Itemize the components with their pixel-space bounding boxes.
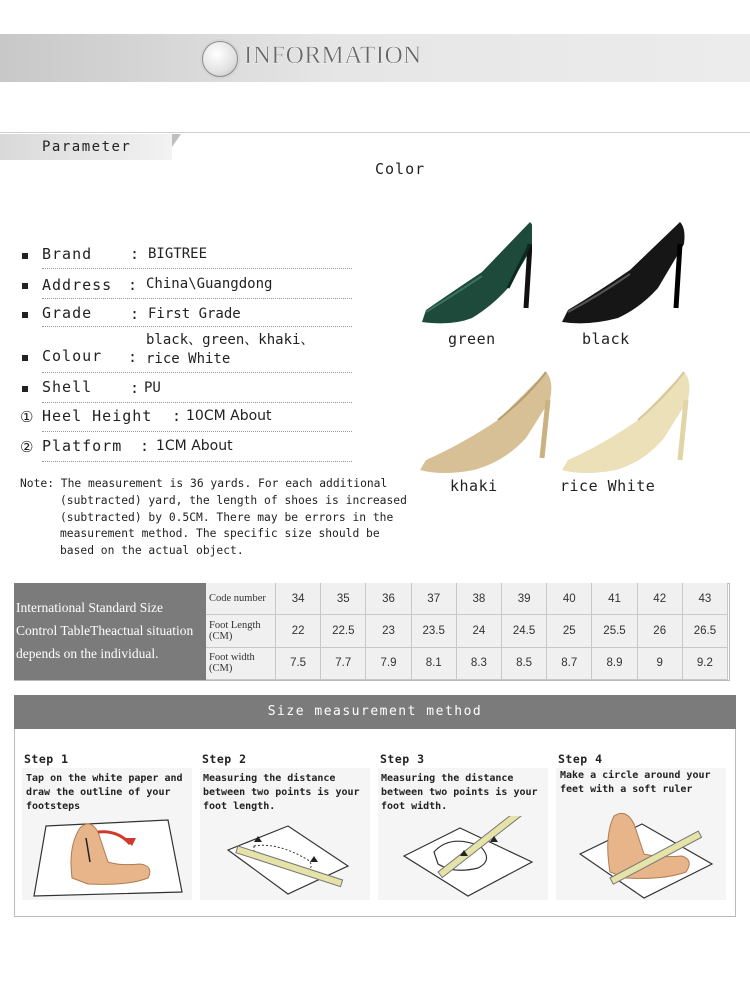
- code-number-cell: 37: [412, 583, 457, 615]
- code-number-cell: 40: [547, 583, 592, 615]
- step-2-label: Step 2: [202, 752, 247, 766]
- foot-length-cell: 26: [638, 615, 683, 647]
- code-number-cell: 34: [276, 583, 321, 615]
- section-divider: [0, 132, 750, 133]
- param-label: Colour: [42, 347, 103, 365]
- shoe-black-image: [558, 214, 688, 326]
- step-4-text: Make a circle around your feet with a soft ruler: [560, 770, 711, 795]
- dotted-divider: [42, 431, 352, 432]
- bullet-icon: [22, 386, 28, 392]
- param-label: Grade: [42, 304, 93, 322]
- param-value: 10CM About: [186, 408, 272, 424]
- shoe-rice-white-image: [560, 366, 692, 476]
- step-1-text: Tap on the white paper and draw the outline of your footsteps: [26, 773, 183, 812]
- foot-width-cell: 7.9: [366, 648, 411, 680]
- size-grid: [206, 583, 728, 680]
- param-label: Brand: [42, 245, 93, 263]
- row-header-code-number: Code number: [206, 583, 276, 615]
- step-4-label: Step 4: [558, 752, 603, 766]
- foot-circumference-ruler-icon: [570, 806, 720, 902]
- code-number-cell: 36: [366, 583, 411, 615]
- param-grade: Grade : First Grade: [0, 304, 360, 330]
- param-label: Address: [42, 276, 113, 294]
- foot-length-ruler-icon: [218, 820, 358, 900]
- color-label-green: green: [448, 330, 496, 348]
- bullet-icon: [22, 253, 28, 259]
- param-colour: black、green、khaki、 Colour : rice White: [0, 329, 360, 375]
- dotted-divider: [42, 268, 352, 269]
- foot-width-ruler-icon: [398, 816, 538, 902]
- code-number-cell: 35: [321, 583, 366, 615]
- param-label: Heel Height: [42, 407, 153, 425]
- color-label-rice-white: rice White: [560, 477, 656, 495]
- code-number-cell: 41: [592, 583, 637, 615]
- dotted-divider: [42, 461, 352, 462]
- param-label: Platform: [42, 437, 123, 455]
- foot-length-cell: 22: [276, 615, 321, 647]
- foot-width-cell: 8.3: [457, 648, 502, 680]
- code-number-cell: 39: [502, 583, 547, 615]
- param-label: Shell: [42, 378, 93, 396]
- param-heel-height: ① Heel Height : 10CM About: [0, 406, 360, 434]
- foot-length-cell: 26.5: [683, 615, 728, 647]
- param-value: China\Guangdong: [146, 276, 273, 292]
- code-number-cell: 43: [683, 583, 728, 615]
- foot-width-cell: 7.5: [276, 648, 321, 680]
- note-line: measurement method. The specific size should be: [60, 527, 380, 541]
- step-3-text: Measuring the distance between two points is your foot width.: [381, 773, 538, 812]
- code-number-cell: 42: [638, 583, 683, 615]
- foot-width-cell: 8.5: [502, 648, 547, 680]
- dotted-divider: [42, 372, 352, 373]
- foot-length-cell: 25: [547, 615, 592, 647]
- param-platform: ② Platform : 1CM About: [0, 436, 360, 464]
- color-label-khaki: khaki: [450, 477, 498, 495]
- note-line: (subtracted) yard, the length of shoes is increased: [60, 493, 407, 507]
- circled-number-1: ①: [20, 408, 34, 426]
- bullet-icon: [22, 283, 28, 289]
- param-value: 1CM About: [156, 438, 233, 454]
- circled-number-2: ②: [20, 438, 34, 456]
- shoe-khaki-image: [418, 366, 556, 476]
- param-address: Address : China\Guangdong: [0, 274, 360, 300]
- code-number-cell: 38: [457, 583, 502, 615]
- foot-width-cell: 9: [638, 648, 683, 680]
- tab-corner-triangle: [172, 134, 181, 147]
- color-title: Color: [375, 160, 426, 178]
- foot-length-cell: 23: [366, 615, 411, 647]
- param-value: black、green、khaki、: [146, 332, 315, 348]
- bullet-icon: [22, 312, 28, 318]
- shoe-green-image: [412, 214, 532, 326]
- param-brand: Brand : BIGTREE: [0, 244, 360, 270]
- banner-circle-icon: [202, 41, 238, 77]
- row-header-foot-width: Foot width (CM): [206, 648, 276, 680]
- note-line: Note: The measurement is 36 yards. For each additional: [20, 477, 388, 490]
- note-line: based on the actual object.: [60, 544, 244, 558]
- note-line: (subtracted) by 0.5CM. There may be errors in the: [60, 510, 394, 524]
- param-value: BIGTREE: [148, 246, 208, 262]
- foot-width-cell: 8.9: [592, 648, 637, 680]
- foot-length-cell: 23.5: [412, 615, 457, 647]
- foot-width-cell: 7.7: [321, 648, 366, 680]
- dotted-divider: [42, 298, 352, 299]
- foot-width-cell: 8.7: [547, 648, 592, 680]
- bullet-icon: [22, 355, 28, 361]
- measurement-title: Size measurement method: [267, 704, 483, 719]
- foot-length-cell: 25.5: [592, 615, 637, 647]
- param-value-line2: rice White: [146, 351, 231, 367]
- parameter-label: Parameter: [42, 139, 132, 155]
- size-table-title: International Standard Size Control TableTheactual situation depends on the individual.: [16, 600, 194, 661]
- row-header-foot-length: Foot Length (CM): [206, 615, 276, 647]
- foot-length-cell: 24.5: [502, 615, 547, 647]
- foot-width-cell: 8.1: [412, 648, 457, 680]
- foot-length-cell: 24: [457, 615, 502, 647]
- foot-width-cell: 9.2: [683, 648, 728, 680]
- step-2-text: Measuring the distance between two points is your foot length.: [203, 773, 360, 812]
- step-3-label: Step 3: [380, 752, 425, 766]
- foot-length-cell: 22.5: [321, 615, 366, 647]
- param-shell: Shell : PU: [0, 378, 360, 404]
- param-value: First Grade: [148, 306, 241, 322]
- information-title: INFORMATION: [244, 42, 422, 69]
- dotted-divider: [42, 402, 352, 403]
- param-value: PU: [144, 380, 161, 396]
- dotted-divider: [42, 326, 352, 327]
- foot-outline-illustration-icon: [28, 806, 188, 902]
- measurement-note: [20, 476, 410, 560]
- step-1-label: Step 1: [24, 752, 69, 766]
- color-label-black: black: [582, 330, 630, 348]
